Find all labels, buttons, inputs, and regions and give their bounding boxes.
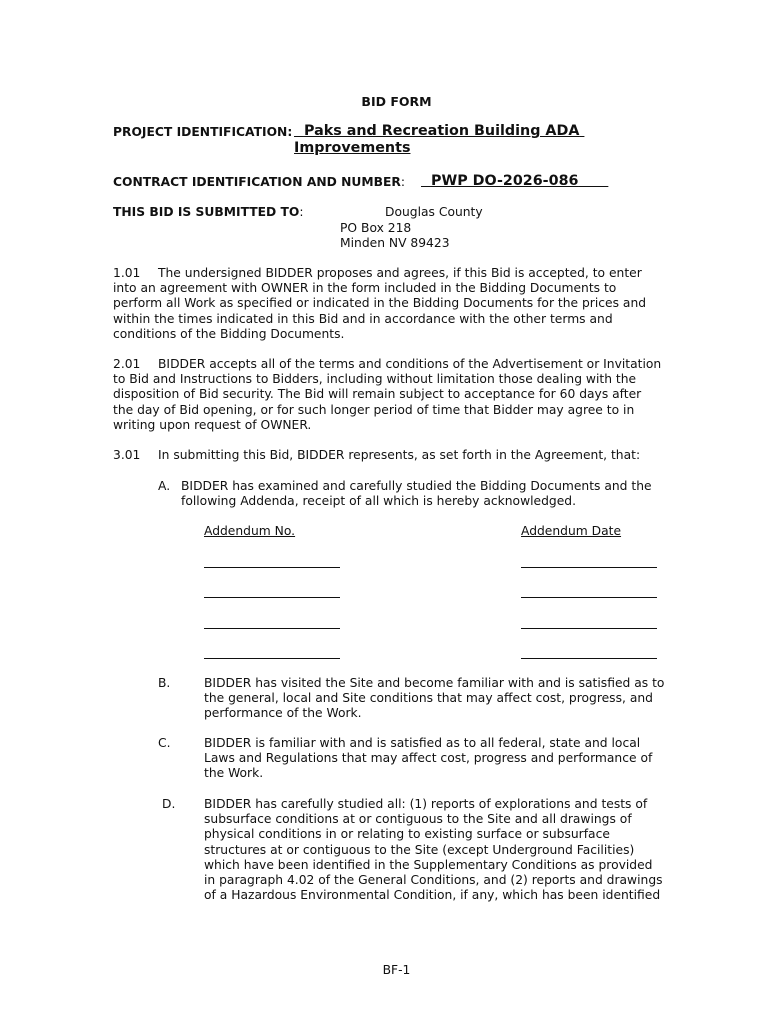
page-number: BF-1 [382,963,411,977]
section-number: 2.01 [113,357,141,371]
paragraph-1-01: 1.01 The undersigned BIDDER proposes and agrees, if this Bid is accepted, to enter into an agreement with OWNER in the form included in the Bidding Documents to perform all Work as specified or indicated in the Bidding Documents for the prices and within the times indicated in this Bid and in accordance with the other terms and conditions of the Bidding Documents. [113,266,647,341]
item-d-letter: D. [162,797,176,811]
item-a-text: BIDDER has examined and carefully studied the Bidding Documents and the following Addenda, receipt of all which is hereby acknowledged. [181,479,652,509]
section-number: 1.01 [113,266,141,280]
addendum-no-blank[interactable] [204,628,340,629]
contract-label: CONTRACT IDENTIFICATION AND NUMBER: [113,175,406,189]
addendum-no-blank[interactable] [204,597,340,598]
page-title: BID FORM [361,94,432,109]
addendum-date-blank[interactable] [521,658,657,659]
section-number: 3.01 [113,448,141,462]
paragraph-2-01: 2.01 BIDDER accepts all of the terms and conditions of the Advertisement or Invitation to Bid and Instructions to Bidders, including without limitation those dealing with the disposition of Bid security. The Bid will remain subject to acceptance for 60 days after the day of Bid opening, or for such longer period of time that Bidder may agree to in writing upon request of OWNER. [113,357,662,432]
submitted-to-address1: PO Box 218 [340,221,412,235]
item-b-letter: B. [158,676,171,690]
project-label: PROJECT IDENTIFICATION: [113,125,293,139]
project-name-line2: Improvements [294,140,411,156]
project-name-line1: Paks and Recreation Building ADA [303,123,580,139]
addendum-date-blank[interactable] [521,628,657,629]
item-c-letter: C. [158,736,171,750]
addendum-no-blank[interactable] [204,567,340,568]
addendum-no-blank[interactable] [204,658,340,659]
item-c-text: BIDDER is familiar with and is satisfied as to all federal, state and local Laws and Regulations that may affect cost, progress and performance of the Work. [204,736,653,781]
addendum-date-header: Addendum Date [521,524,622,538]
submitted-to-label: THIS BID IS SUBMITTED TO: [113,205,304,219]
contract-number: PWP DO-2026-086 [430,173,579,189]
item-a-letter: A. [158,479,171,493]
submitted-to-address2: Minden NV 89423 [340,236,450,250]
item-d-text: BIDDER has carefully studied all: (1) reports of explorations and tests of subsurface conditions at or contiguous to the Site and all drawings of physical conditions in or relating to existing surface or subsurface structures at or contiguous to the Site (except Underground Facilities) which have been identified in the Supplementary Conditions as provided in paragraph 4.02 of the General Conditions, and (2) reports and drawings of a Hazardous Environmental Condition, if any, which has been identified [204,797,663,903]
submitted-to-name: Douglas County [385,205,483,219]
addendum-no-header: Addendum No. [204,524,296,538]
item-b-text: BIDDER has visited the Site and become familiar with and is satisfied as to the general, local and Site conditions that may affect cost, progress, and performance of the Work. [204,676,665,721]
addendum-date-blank[interactable] [521,567,657,568]
addendum-date-blank[interactable] [521,597,657,598]
paragraph-3-01: 3.01 In submitting this Bid, BIDDER represents, as set forth in the Agreement, that: [113,448,641,462]
